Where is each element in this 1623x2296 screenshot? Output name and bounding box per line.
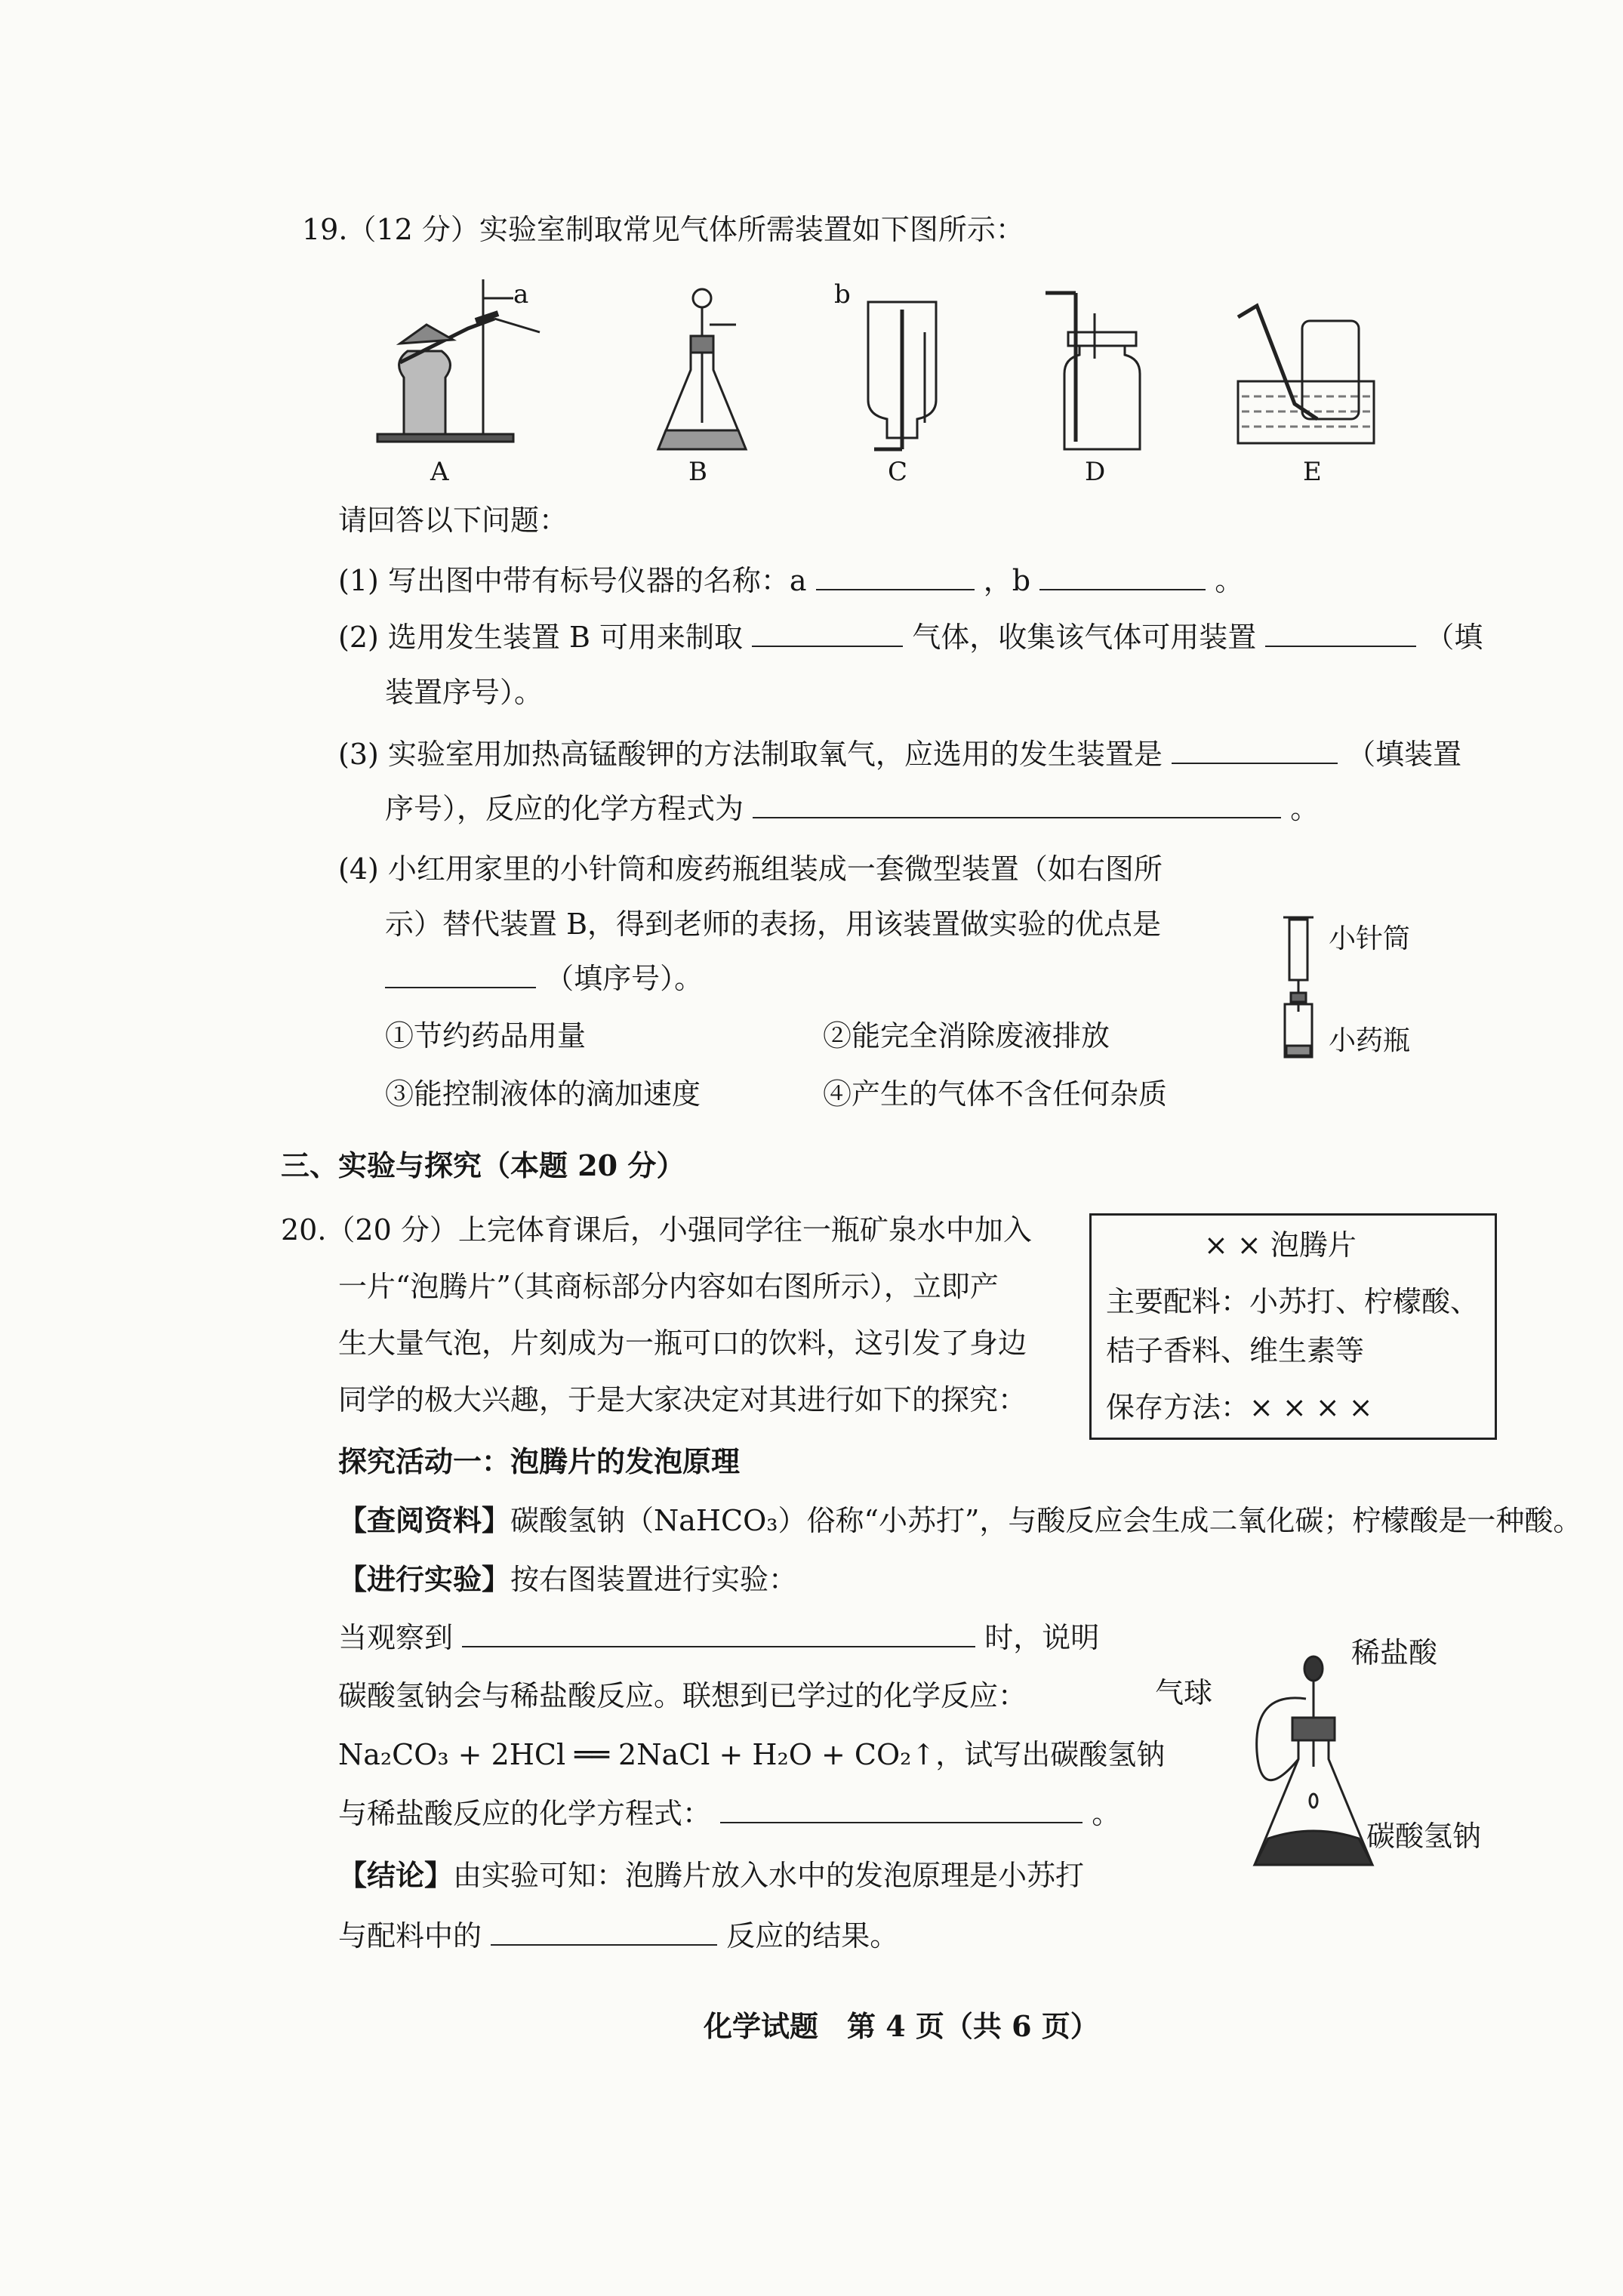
label-b: b	[834, 279, 851, 310]
apparatus-d-figure	[1042, 287, 1147, 453]
micro-apparatus-figure	[1268, 914, 1329, 1065]
q19-part4-text-c: （填序号）。	[545, 962, 704, 995]
q20-answer-blank-observation[interactable]	[462, 1620, 975, 1647]
q19-answer-blank-a[interactable]	[816, 563, 975, 590]
q19-part3-cont	[385, 791, 1319, 827]
conclusion-line1	[338, 1857, 1084, 1894]
q19-option-2: ②能完全消除废液排放	[823, 1019, 1110, 1052]
q20-answer-blank-equation[interactable]	[720, 1796, 1083, 1823]
q19-answer-blank-gas[interactable]	[752, 620, 903, 647]
equation-prompt-text: 与稀盐酸反应的化学方程式：	[338, 1797, 712, 1830]
q19-answer-blank-collector[interactable]	[1265, 620, 1416, 647]
q19-heading: 19.（12 分）实验室制取常见气体所需装置如下图所示：	[302, 213, 1024, 246]
apparatus-c-figure	[853, 287, 951, 453]
q19-part4-line3	[385, 960, 703, 997]
known-equation: Na₂CO₃ + 2HCl ══ 2NaCl + H₂O + CO₂↑，试写出碳酸氢钠	[338, 1738, 1166, 1771]
conclusion-tag: 【结论】	[338, 1858, 454, 1892]
equation-prompt-end: 。	[1092, 1797, 1121, 1830]
observation-line2: 碳酸氢钠会与稀盐酸反应。联想到已学过的化学反应：	[338, 1679, 1027, 1712]
q19-part2-cont: 装置序号）。	[385, 676, 544, 709]
q19-part2	[338, 619, 1483, 655]
q19-answer-blank-equation[interactable]	[753, 791, 1281, 818]
q20-line1: 20.（20 分）上完体育课后，小强同学往一瓶矿泉水中加入	[281, 1213, 1032, 1247]
bottle-label: 小药瓶	[1329, 1025, 1411, 1056]
q19-part1-end: 。	[1215, 564, 1244, 597]
q19-part3-text-a: (3) 实验室用加热高锰酸钾的方法制取氧气，应选用的发生装置是	[338, 738, 1163, 771]
page-footer: 化学试题 第 4 页（共 6 页）	[704, 2009, 1099, 2043]
observation-text-b: 时，说明	[984, 1621, 1100, 1654]
q19-answer-blank-advantage[interactable]	[385, 961, 536, 988]
q19-option-4: ④产生的气体不含任何杂质	[823, 1077, 1168, 1111]
q19-option-3: ③能控制液体的滴加速度	[385, 1077, 701, 1111]
label-a: a	[513, 279, 529, 310]
conclusion-text-a: 与配料中的	[338, 1919, 482, 1952]
q19-part2-text-c: （填	[1425, 621, 1483, 654]
sodium-bicarbonate-label: 碳酸氢钠	[1366, 1820, 1482, 1853]
label-D: D	[1085, 457, 1106, 487]
q19-part4-line1: (4) 小红用家里的小针筒和废药瓶组装成一套微型装置（如右图所	[338, 852, 1163, 886]
product-label-title: × × 泡腾片	[1204, 1228, 1357, 1262]
q19-part3-text-b: （填装置	[1347, 738, 1462, 771]
conclusion-line2	[338, 1918, 898, 1954]
q20-line4: 同学的极大兴趣，于是大家决定对其进行如下的探究：	[338, 1383, 1027, 1416]
q19-part3-text-c: 序号），反应的化学方程式为	[385, 792, 744, 825]
q19-part2-text-a: (2) 选用发生装置 B 可用来制取	[338, 621, 743, 654]
label-B: B	[688, 457, 707, 487]
label-E: E	[1303, 457, 1322, 487]
experiment-text: 按右图装置进行实验：	[510, 1563, 798, 1596]
q19-part4-line2: 示）替代装置 B，得到老师的表扬，用该装置做实验的优点是	[385, 908, 1162, 941]
label-C: C	[888, 457, 908, 487]
q19-prompt: 请回答以下问题：	[338, 504, 568, 537]
q19-part2-text-b: 气体，收集该气体可用装置	[912, 621, 1257, 654]
label-A: A	[430, 457, 449, 487]
equation-prompt	[338, 1795, 1120, 1832]
apparatus-b-figure	[649, 279, 755, 453]
experiment-intro	[338, 1561, 797, 1598]
product-label-ingredients: 主要配料：小苏打、柠檬酸、	[1106, 1285, 1480, 1318]
section-3-heading: 三、实验与探究（本题 20 分）	[281, 1148, 685, 1182]
apparatus-e-figure	[1230, 298, 1381, 449]
q19-part1-text-b: ，b	[983, 564, 1031, 597]
reference-info-text: 碳酸氢钠（NaHCO₃）俗称“小苏打”，与酸反应会生成二氧化碳；柠檬酸是一种酸。	[510, 1504, 1582, 1537]
reference-info	[338, 1502, 1581, 1539]
q19-option-1: ①节约药品用量	[385, 1019, 587, 1052]
q20-answer-blank-reactant[interactable]	[491, 1918, 717, 1946]
observation-line	[338, 1620, 1099, 1656]
balloon-label: 气球	[1155, 1676, 1213, 1709]
conclusion-text-b: 反应的结果。	[726, 1919, 899, 1952]
dilute-hcl-label: 稀盐酸	[1351, 1636, 1438, 1669]
apparatus-a-figure	[362, 272, 559, 453]
product-label-storage: 保存方法：× × × ×	[1106, 1391, 1373, 1424]
q19-part3-end: 。	[1290, 792, 1320, 825]
q19-answer-blank-b[interactable]	[1039, 563, 1206, 590]
q20-line2: 一片“泡腾片”（其商标部分内容如右图所示），立即产	[338, 1270, 999, 1303]
q19-answer-blank-generator[interactable]	[1172, 737, 1338, 764]
q19-part1	[338, 562, 1243, 599]
observation-text-a: 当观察到	[338, 1621, 454, 1654]
experiment-tag: 【进行实验】	[338, 1562, 511, 1596]
reference-info-tag: 【查阅资料】	[338, 1503, 511, 1537]
syringe-label: 小针筒	[1329, 923, 1411, 954]
activity-1-heading: 探究活动一：泡腾片的发泡原理	[338, 1444, 741, 1478]
q19-part3	[338, 736, 1461, 772]
conclusion-text: 由实验可知：泡腾片放入水中的发泡原理是小苏打	[453, 1859, 1085, 1892]
product-label-ingredients-2: 桔子香料、维生素等	[1106, 1334, 1365, 1367]
q20-line3: 生大量气泡，片刻成为一瓶可口的饮料，这引发了身边	[338, 1327, 1027, 1360]
q19-part1-text-a: (1) 写出图中带有标号仪器的名称：a	[338, 564, 807, 597]
